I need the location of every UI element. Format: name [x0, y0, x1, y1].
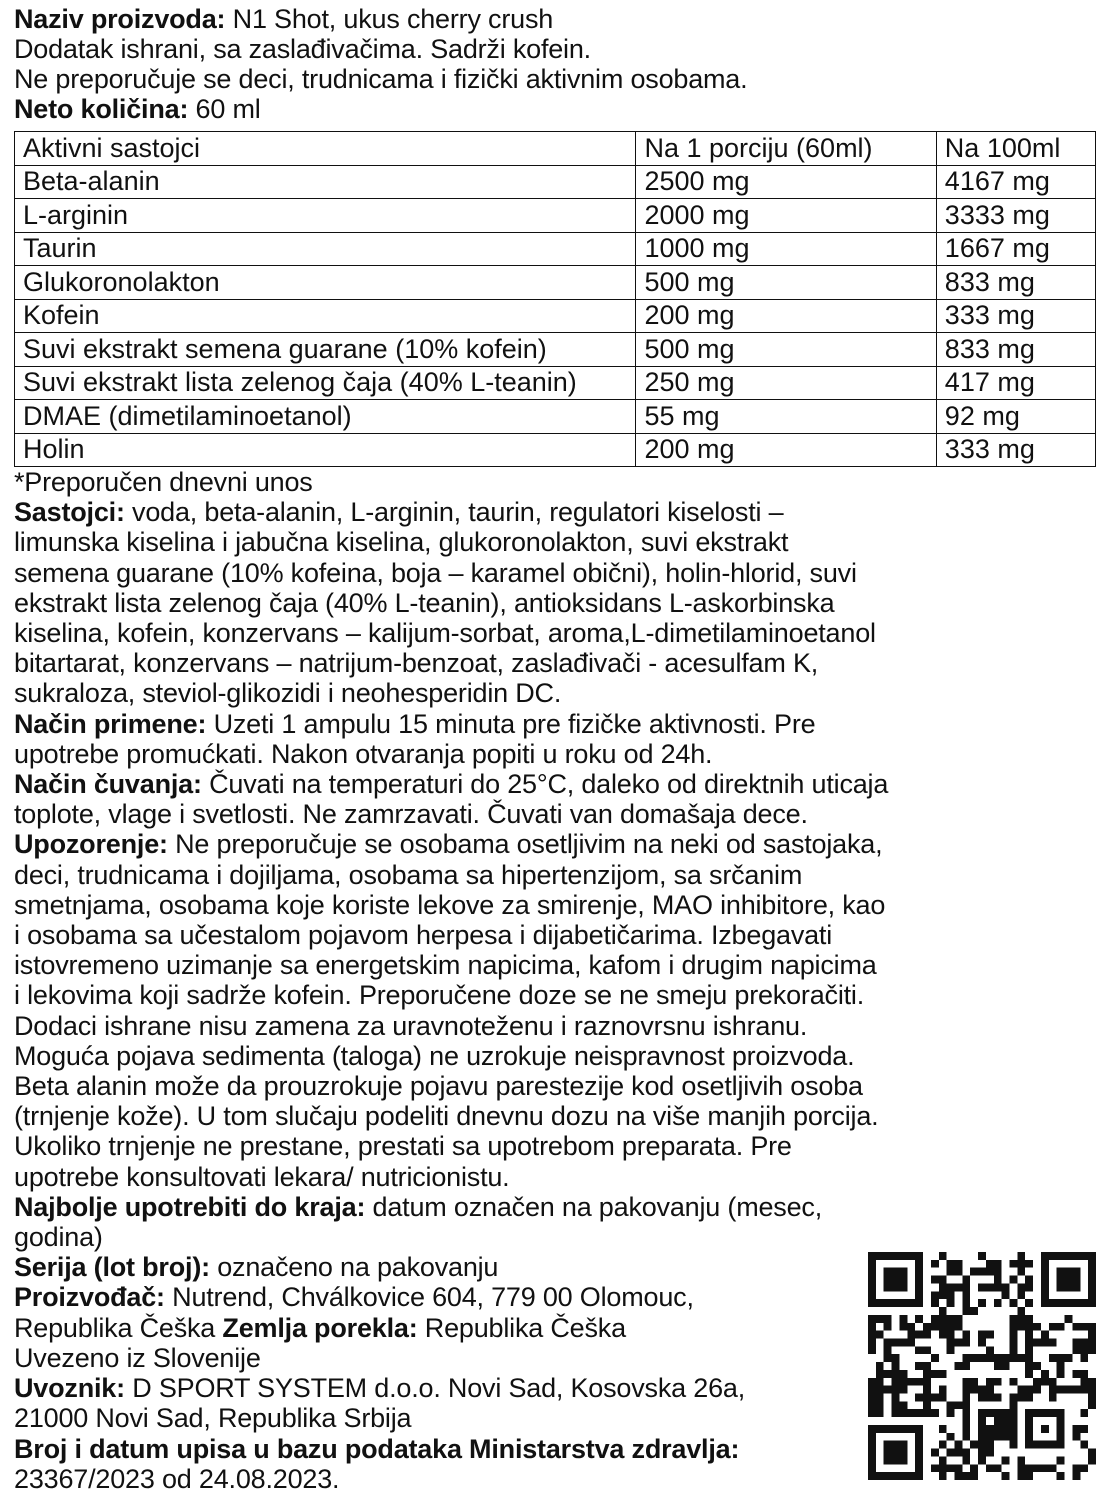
- storage-line: [14, 769, 1103, 799]
- header-per-100ml: Na 100ml: [936, 132, 1095, 166]
- qr-code: [868, 1252, 1096, 1480]
- per-100ml-value: 92 mg: [936, 400, 1095, 434]
- best-before-text: godina): [14, 1222, 103, 1253]
- manufacturer-label: Proizvođač:: [14, 1282, 165, 1313]
- table-row: [15, 433, 1096, 467]
- best-before-text: datum označen na pakovanju (mesec,: [365, 1191, 823, 1222]
- ingredient-name: Suvi ekstrakt lista zelenog čaja (40% L-teanin): [15, 366, 636, 400]
- per-100ml-value: 833 mg: [936, 333, 1095, 367]
- usage-line: [14, 709, 1103, 739]
- per-serving-value: 500 mg: [636, 266, 936, 300]
- ingredients-text: kiselina, kofein, konzervans – kalijum-sorbat, aroma,L-dimetilaminoetanol: [14, 618, 876, 649]
- product-name-value: N1 Shot, ukus cherry crush: [225, 4, 554, 34]
- ingredients-line: [14, 497, 1103, 527]
- net-quantity-line: [14, 94, 1103, 124]
- per-serving-value: 2000 mg: [636, 199, 936, 233]
- table-row: [15, 400, 1096, 434]
- manufacturer-country: Republika Češka: [14, 1312, 223, 1343]
- ingredients-text: bitartarat, konzervans – natrijum-benzoat, zaslađivači - acesulfam K,: [14, 648, 819, 679]
- best-before-line: [14, 1192, 1103, 1222]
- header-per-serving: Na 1 porciju (60ml): [636, 132, 936, 166]
- table-row: [15, 299, 1096, 333]
- daily-intake-note: *Preporučen dnevni unos: [14, 467, 313, 497]
- table-row: [15, 165, 1096, 199]
- per-100ml-value: 333 mg: [936, 299, 1095, 333]
- per-serving-value: 1000 mg: [636, 232, 936, 266]
- warning-text: Ukoliko trnjenje ne prestane, prestati sa upotrebom preparata. Pre: [14, 1131, 792, 1162]
- best-before-label: Najbolje upotrebiti do kraja:: [14, 1191, 366, 1222]
- active-ingredients-table: [14, 131, 1096, 467]
- table-row: [15, 366, 1096, 400]
- ingredient-name: Suvi ekstrakt semena guarane (10% kofein): [15, 333, 636, 367]
- importer-address: 21000 Novi Sad, Republika Srbija: [14, 1403, 412, 1434]
- warning-text: Beta alanin može da prouzrokuje pojavu parestezije kod osetljivih osoba: [14, 1071, 863, 1102]
- importer-label: Uvoznik:: [14, 1373, 125, 1404]
- supplement-description: Dodatak ishrani, sa zaslađivačima. Sadrži kofein.: [14, 34, 591, 64]
- warning-text: Moguća pojava sedimenta (taloga) ne uzrokuje neispravnost proizvoda.: [14, 1040, 855, 1071]
- manufacturer-address: Nutrend, Chválkovice 604, 779 00 Olomouc,: [164, 1282, 694, 1313]
- warning-line: [14, 829, 1103, 859]
- ingredients-text: ekstrakt lista zelenog čaja (40% L-teanin), antioksidans L-askorbinska: [14, 587, 835, 618]
- storage-text: Čuvati na temperaturi do 25°C, daleko od direktnih uticaja: [201, 769, 889, 800]
- warning-text: smetnjama, osobama koje koriste lekove za smirenje, MAO inhibitore, kao: [14, 889, 886, 920]
- ingredient-name: Glukoronolakton: [15, 266, 636, 300]
- per-100ml-value: 4167 mg: [936, 165, 1095, 199]
- table-row: [15, 232, 1096, 266]
- imported-from: Uvezeno iz Slovenije: [14, 1342, 261, 1373]
- warning-text: i lekovima koji sadrže kofein. Preporučene doze se ne smeju prekoračiti.: [14, 980, 865, 1011]
- usage-label: Način primene:: [14, 708, 207, 739]
- per-100ml-value: 333 mg: [936, 433, 1095, 467]
- per-serving-value: 2500 mg: [636, 165, 936, 199]
- per-serving-value: 200 mg: [636, 299, 936, 333]
- per-serving-value: 250 mg: [636, 366, 936, 400]
- table-row: [15, 266, 1096, 300]
- usage-text: upotrebe promućkati. Nakon otvaranja popiti u roku od 24h.: [14, 738, 713, 769]
- origin-label: Zemlja porekla:: [222, 1312, 418, 1343]
- ingredients-label: Sastojci:: [14, 497, 125, 528]
- per-100ml-value: 833 mg: [936, 266, 1095, 300]
- ingredients-text: limunska kiselina i jabučna kiselina, glukoronolakton, suvi ekstrakt: [14, 527, 789, 558]
- ingredient-name: DMAE (dimetilaminoetanol): [15, 400, 636, 434]
- warning-text: upotrebe konsultovati lekara/ nutricionistu.: [14, 1161, 510, 1192]
- per-serving-value: 55 mg: [636, 400, 936, 434]
- table-row: [15, 199, 1096, 233]
- storage-label: Način čuvanja:: [14, 769, 202, 800]
- not-recommended-note: Ne preporučuje se deci, trudnicama i fizički aktivnim osobama.: [14, 64, 748, 94]
- per-serving-value: 200 mg: [636, 433, 936, 467]
- ingredients-text: sukraloza, steviol-glikozidi i neohesperidin DC.: [14, 678, 562, 709]
- ingredients-text: semena guarane (10% kofeina, boja – karamel obični), holin-hlorid, suvi: [14, 557, 857, 588]
- ingredient-name: Taurin: [15, 232, 636, 266]
- warning-label: Upozorenje:: [14, 829, 168, 860]
- warning-text: istovremeno uzimanje sa energetskim napicima, kafom i drugim napicima: [14, 950, 877, 981]
- per-100ml-value: 1667 mg: [936, 232, 1095, 266]
- storage-text: toplote, vlage i svetlosti. Ne zamrzavati. Čuvati van domašaja dece.: [14, 799, 808, 830]
- ingredient-name: Kofein: [15, 299, 636, 333]
- ingredient-name: L-arginin: [15, 199, 636, 233]
- origin-value: Republika Češka: [417, 1312, 626, 1343]
- registry-label: Broj i datum upisa u bazu podataka Ministarstva zdravlja:: [14, 1433, 740, 1464]
- warning-text: deci, trudnicama i dojiljama, osobama sa hipertenzijom, sa srčanim: [14, 859, 803, 890]
- header-ingredient: Aktivni sastojci: [15, 132, 636, 166]
- table-header-row: [15, 132, 1096, 166]
- product-name-line: [14, 4, 1103, 34]
- warning-text: (trnjenje kože). U tom slučaju podeliti dnevnu dozu na više manjih porcija.: [14, 1101, 879, 1132]
- warning-text: Ne preporučuje se osobama osetljivim na neki od sastojaka,: [167, 829, 883, 860]
- table-row: [15, 333, 1096, 367]
- lot-value: označeno na pakovanju: [209, 1252, 499, 1283]
- warning-text: i osobama sa učestalom pojavom herpesa i dijabetičarima. Izbegavati: [14, 920, 833, 951]
- net-quantity-value: 60 ml: [188, 94, 261, 124]
- usage-text: Uzeti 1 ampulu 15 minuta pre fizičke aktivnosti. Pre: [206, 708, 816, 739]
- net-quantity-label: Neto količina:: [14, 94, 189, 124]
- per-100ml-value: 417 mg: [936, 366, 1095, 400]
- per-serving-value: 500 mg: [636, 333, 936, 367]
- lot-label: Serija (lot broj):: [14, 1252, 210, 1283]
- ingredients-text: voda, beta-alanin, L-arginin, taurin, regulatori kiselosti –: [124, 497, 784, 528]
- warning-text: Dodaci ishrane nisu zamena za uravnoteženu i raznovrsnu ishranu.: [14, 1010, 808, 1041]
- ingredient-name: Beta-alanin: [15, 165, 636, 199]
- importer-address: D SPORT SYSTEM d.o.o. Novi Sad, Kosovska 26a,: [124, 1373, 746, 1404]
- registry-value: 23367/2023 od 24.08.2023.: [14, 1463, 340, 1494]
- per-100ml-value: 3333 mg: [936, 199, 1095, 233]
- product-name-label: Naziv proizvoda:: [14, 4, 226, 34]
- ingredient-name: Holin: [15, 433, 636, 467]
